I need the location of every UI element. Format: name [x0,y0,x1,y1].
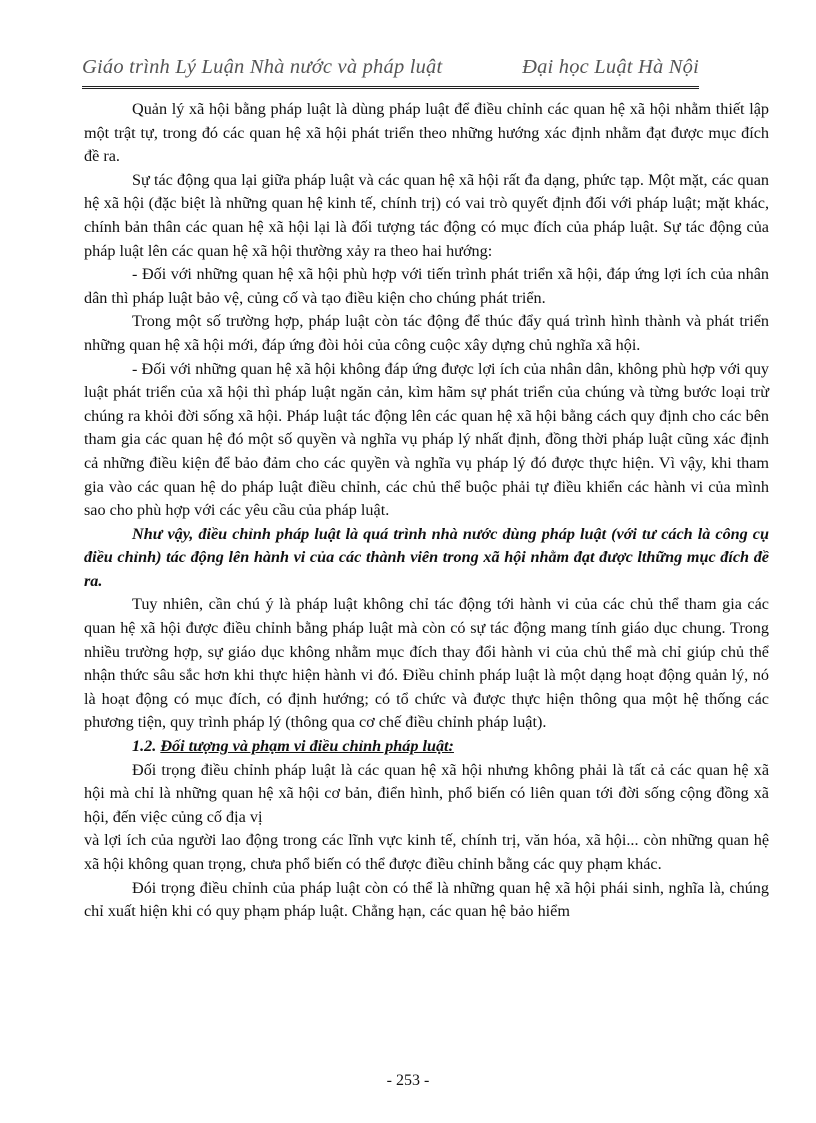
header-institution: Đại học Luật Hà Nội [522,56,699,78]
emphasis-paragraph: Như vậy, điều chỉnh pháp luật là quá trình nhà nước dùng pháp luật (với tư cách là công cụ điều chỉnh) tác động lên hành vi của các thành viên trong xã hội nhằm đạt được lthững mục đích đề ra. [84,524,769,590]
paragraph-1: Quản lý xã hội bằng pháp luật là dùng pháp luật để điều chỉnh các quan hệ xã hội nhằm thiết lập một trật tự, trong đó các quan hệ xã hội phát triển theo những hướng xác định nhằm đạt được mục đích đề ra. [84,100,769,166]
section-paragraph-3: Đói trọng điều chỉnh của pháp luật còn có thể là những quan hệ xã hội phái sinh, nghĩa là, chúng chỉ xuất hiện khi có quy phạm pháp luật. Chẳng hạn, các quan hệ bảo hiểm [84,878,769,921]
page-header [82,52,699,89]
page-number: - 253 - [386,1072,430,1089]
page-body [84,98,769,924]
section-title: Đối tượng và phạm vi điều chỉnh pháp luật: [160,737,454,756]
paragraph-5: - Đối với những quan hệ xã hội không đáp ứng được lợi ích của nhân dân, không phù hợp với quy luật phát triển của xã hội thì pháp luật ngăn cản, kìm hãm sự phát triển của chúng và từng bước loại trừ chúng ra khỏi đời sống xã hội. Pháp luật tác động lên các quan hệ xã hội bằng cách quy định cho các bên tham gia các quan hệ đó một số quyền và nghĩa vụ pháp lý nhất định, đồng thời pháp luật cũng xác định cả những điều kiện để bảo đảm cho các quyền và nghĩa vụ pháp lý đó được thực hiện. Vì vậy, khi tham gia vào các quan hệ do pháp luật điều chỉnh, các chủ thể buộc phải tự điều khiển các hành vi của mình sao cho phù hợp với các yêu cầu của pháp luật. [84,359,769,520]
paragraph-2: Sự tác động qua lại giữa pháp luật và các quan hệ xã hội rất đa dạng, phức tạp. Một mặt, các quan hệ xã hội (đặc biệt là những quan hệ kinh tế, chính trị) có vai trò quyết định đối với pháp luật; mặt khác, chính bản thân các quan hệ xã hội lại là đối tượng tác động có mục đích của pháp luật. Sự tác động của pháp luật lên các quan hệ xã hội thường xảy ra theo hai hướng: [84,170,769,260]
section-paragraph-2: và lợi ích của người lao động trong các lĩnh vực kinh tế, chính trị, văn hóa, xã hội... còn những quan hệ xã hội không quan trọng, chưa phổ biến có thể được điều chỉnh bằng các quy phạm khác. [84,831,769,873]
section-heading [84,735,769,759]
paragraph-4: Trong một số trường hợp, pháp luật còn tác động để thúc đẩy quá trình hình thành và phát triển những quan hệ xã hội mới, đáp ứng đòi hỏi của công cuộc xây dựng chủ nghĩa xã hội. [84,312,769,354]
section-number: 1.2. [132,737,157,756]
section-paragraph-1: Đối trọng điều chỉnh pháp luật là các quan hệ xã hội nhưng không phải là tất cả các quan hệ xã hội mà chỉ là những quan hệ xã hội cơ bản, điển hình, phổ biến có liên quan tới đời sống cộng đồng xã hội, đến việc củng cố địa vị [84,760,769,826]
paragraph-6: Tuy nhiên, cần chú ý là pháp luật không chỉ tác động tới hành vi của các chủ thể tham gia các quan hệ xã hội được điều chỉnh bằng pháp luật mà còn có sự tác động mang tính giáo dục chung. Trong nhiều trường hợp, sự giáo dục không nhằm mục đích thay đổi hành vi của chủ thể mà chỉ giúp chủ thể nhận thức sâu sắc hơn khi thực hiện hành vi đó. Điều chỉnh pháp luật là một dạng hoạt động quản lý, nó là hoạt động có mục đích, có định hướng; có tổ chức và được thực hiện thông qua một hệ thống các phương tiện, quy trình pháp lý (thông qua cơ chế điều chỉnh pháp luật). [84,595,769,732]
paragraph-3: - Đối với những quan hệ xã hội phù hợp với tiến trình phát triển xã hội, đáp ứng lợi ích của nhân dân thì pháp luật bảo vệ, củng cố và tạo điều kiện cho chúng phát triển. [84,265,769,307]
header-book-title: Giáo trình Lý Luận Nhà nước và pháp luật [82,56,443,78]
